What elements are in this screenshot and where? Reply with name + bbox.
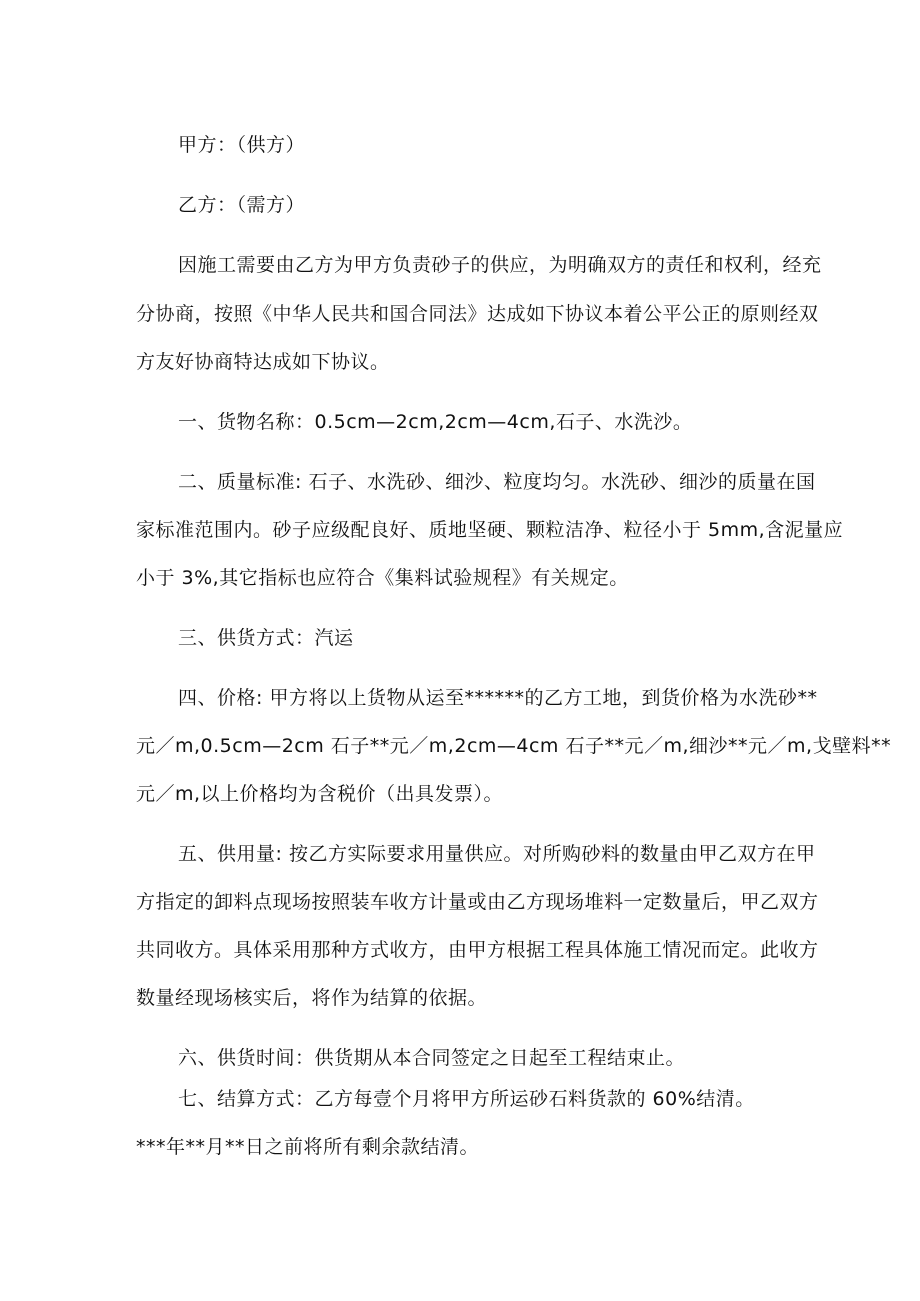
clause-5-line-2: 方指定的卸料点现场按照装车收方计量或由乙方现场堆料一定数量后，甲乙双方	[136, 891, 819, 913]
clause-7-line-2: ***年**月**日之前将所有剩余款结清。	[136, 1136, 480, 1158]
clause-2-line-2: 家标准范围内。砂子应级配良好、质地坚硬、颗粒洁净、粒径小于 5mm,含泥量应	[136, 519, 844, 541]
clause-5-line-1: 五、供用量: 按乙方实际要求用量供应。对所购砂料的数量由甲乙双方在甲	[178, 843, 816, 865]
clause-2-line-3: 小于 3%,其它指标也应符合《集料试验规程》有关规定。	[136, 567, 629, 589]
clause-4-line-1: 四、价格: 甲方将以上货物从运至******的乙方工地，到货价格为水洗砂**	[178, 687, 818, 709]
party-b-line: 乙方：（需方）	[178, 194, 306, 216]
clause-7-line-1: 七、结算方式：乙方每壹个月将甲方所运砂石料货款的 60%结清。	[178, 1088, 755, 1110]
intro-line-3: 方友好协商特达成如下协议。	[136, 351, 390, 373]
clause-2-line-1: 二、质量标准: 石子、水洗砂、细沙、粒度均匀。水洗砂、细沙的质量在国	[178, 471, 816, 493]
clause-5-line-3: 共同收方。具体采用那种方式收方，由甲方根据工程具体施工情况而定。此收方	[136, 939, 819, 961]
clause-4-line-3: 元／m,以上价格均为含税价（出具发票）。	[136, 783, 504, 805]
clause-1-line-1: 一、货物名称：0.5cm—2cm,2cm—4cm,石子、水洗沙。	[178, 411, 693, 433]
clause-5-line-4: 数量经现场核实后，将作为结算的依据。	[136, 987, 488, 1009]
intro-line-2: 分协商，按照《中华人民共和国合同法》达成如下协议本着公平公正的原则经双	[136, 303, 819, 325]
party-a-line: 甲方：（供方）	[178, 134, 306, 156]
intro-line-1: 因施工需要由乙方为甲方负责砂子的供应，为明确双方的责任和权利，经充	[178, 254, 822, 276]
clause-3-line-1: 三、供货方式：汽运	[178, 627, 354, 649]
clause-4-line-2: 元／m,0.5cm—2cm 石子**元／m,2cm—4cm 石子**元／m,细沙**元／m,戈壁料**	[136, 735, 892, 757]
clause-6-line-1: 六、供货时间：供货期从本合同签定之日起至工程结束止。	[178, 1047, 686, 1069]
